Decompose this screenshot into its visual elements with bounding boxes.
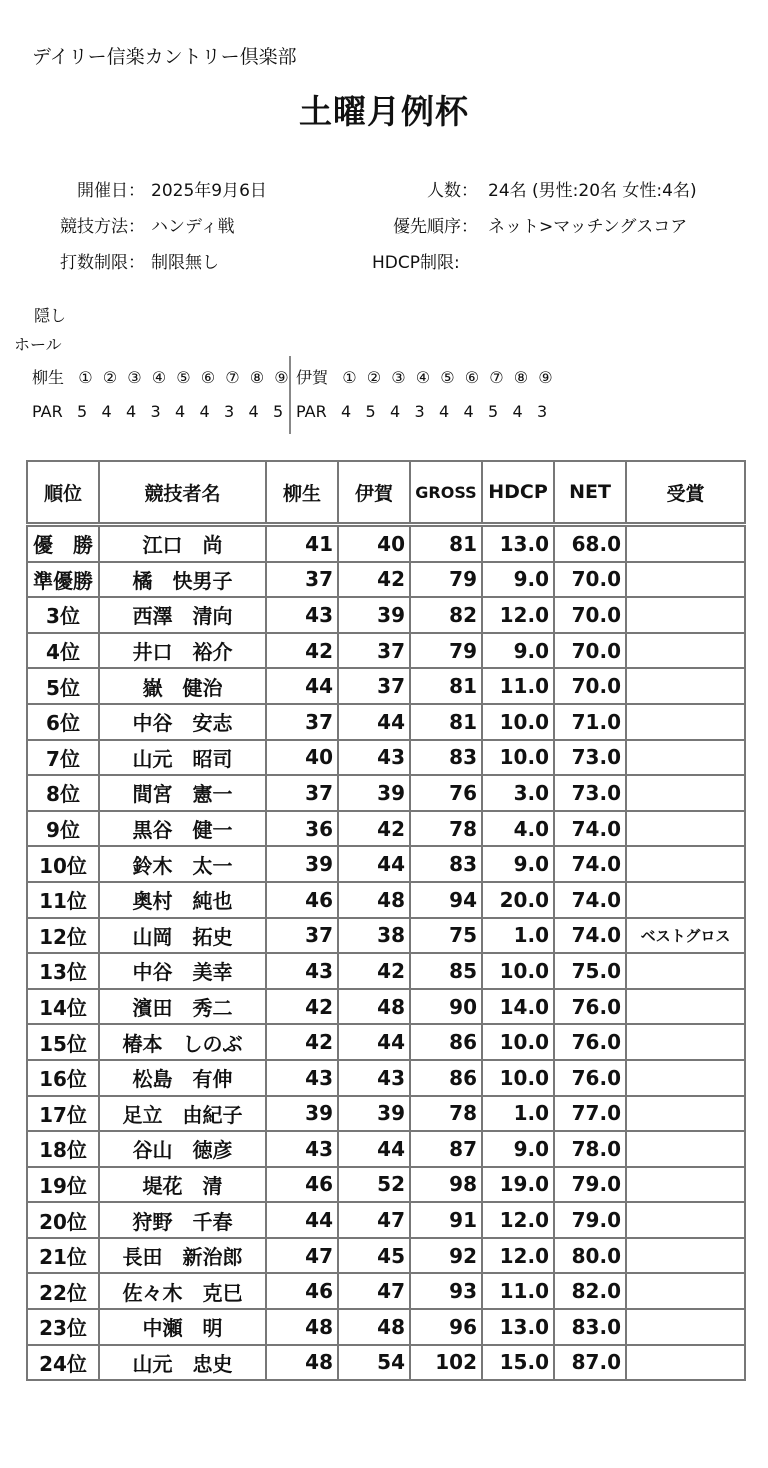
course2-cell: 44 — [338, 846, 410, 882]
net-cell: 82.0 — [554, 1273, 626, 1309]
rank-cell: 17位 — [27, 1096, 99, 1132]
rank-cell: 14位 — [27, 989, 99, 1025]
table-row — [27, 1273, 745, 1309]
course2-cell: 44 — [338, 1024, 410, 1060]
rank-cell: 24位 — [27, 1345, 99, 1381]
rank-cell: 4位 — [27, 633, 99, 669]
par-value: 4 — [438, 402, 450, 421]
table-row — [27, 811, 745, 847]
net-cell: 83.0 — [554, 1309, 626, 1345]
course1-cell: 43 — [266, 1060, 338, 1096]
par-value: 3 — [536, 402, 548, 421]
course1-cell: 43 — [266, 1131, 338, 1167]
player-cell: 黒谷 健一 — [99, 811, 266, 847]
table-row — [27, 597, 745, 633]
net-cell: 87.0 — [554, 1345, 626, 1381]
hdcp-cell: 12.0 — [482, 1238, 554, 1274]
gross-cell: 79 — [410, 633, 482, 669]
col-course2: 伊賀 — [338, 461, 410, 525]
course2-par — [296, 402, 554, 421]
par-value: 4 — [248, 402, 259, 421]
course1-cell: 41 — [266, 525, 338, 562]
hdcp-cell: 1.0 — [482, 1096, 554, 1132]
gross-cell: 94 — [410, 882, 482, 918]
course2-cell: 42 — [338, 811, 410, 847]
col-player: 競技者名 — [99, 461, 266, 525]
par-value: 4 — [463, 402, 474, 421]
course2-cell: 39 — [338, 1096, 410, 1132]
hdcp-cell: 9.0 — [482, 1131, 554, 1167]
par-value: 3 — [414, 402, 425, 421]
award-cell — [626, 1096, 745, 1132]
rank-cell: 12位 — [27, 918, 99, 954]
net-cell: 76.0 — [554, 1060, 626, 1096]
net-cell: 74.0 — [554, 846, 626, 882]
course2-cell: 48 — [338, 1309, 410, 1345]
rank-cell: 7位 — [27, 740, 99, 776]
course1-cell: 47 — [266, 1238, 338, 1274]
course2-cell: 48 — [338, 989, 410, 1025]
par-value: 5 — [487, 402, 499, 421]
rank-cell: 10位 — [27, 846, 99, 882]
par-value: 3 — [150, 402, 161, 421]
hole-mark: ③ — [391, 368, 406, 387]
course1-cell: 42 — [266, 633, 338, 669]
net-cell: 70.0 — [554, 633, 626, 669]
hole-mark: ⑦ — [225, 368, 240, 387]
par-value: 4 — [389, 402, 401, 421]
priority-value: ネット>マッチングスコア — [488, 217, 688, 237]
course1-cell: 37 — [266, 918, 338, 954]
col-net: NET — [554, 461, 626, 525]
club-name: デイリー信楽カントリー倶楽部 — [32, 46, 297, 68]
course1-cell: 46 — [266, 882, 338, 918]
gross-cell: 83 — [410, 846, 482, 882]
hole-mark: ⑧ — [249, 368, 265, 387]
award-cell — [626, 1060, 745, 1096]
course1-cell: 42 — [266, 1024, 338, 1060]
course1-cell: 43 — [266, 953, 338, 989]
net-cell: 68.0 — [554, 525, 626, 562]
hdcp-cell: 11.0 — [482, 1273, 554, 1309]
gross-cell: 79 — [410, 562, 482, 598]
table-row — [27, 1167, 745, 1203]
award-cell — [626, 1024, 745, 1060]
net-cell: 79.0 — [554, 1167, 626, 1203]
gross-cell: 90 — [410, 989, 482, 1025]
course2-holes — [296, 365, 558, 388]
col-gross: GROSS — [410, 461, 482, 525]
player-cell: 足立 由紀子 — [99, 1096, 266, 1132]
award-cell — [626, 989, 745, 1025]
hdcp-cell: 12.0 — [482, 597, 554, 633]
hdcp-cell: 10.0 — [482, 704, 554, 740]
net-cell: 74.0 — [554, 882, 626, 918]
net-cell: 75.0 — [554, 953, 626, 989]
par-value: 4 — [125, 402, 137, 421]
award-cell — [626, 882, 745, 918]
course2-cell: 39 — [338, 597, 410, 633]
course1-cell: 42 — [266, 989, 338, 1025]
hdcp-cell: 1.0 — [482, 918, 554, 954]
award-cell — [626, 953, 745, 989]
net-cell: 73.0 — [554, 740, 626, 776]
hole-mark: ⑦ — [489, 368, 504, 387]
rank-cell: 21位 — [27, 1238, 99, 1274]
course2-cell: 44 — [338, 704, 410, 740]
award-cell: ベストグロス — [626, 918, 745, 954]
gross-cell: 81 — [410, 668, 482, 704]
player-cell: 濱田 秀二 — [99, 989, 266, 1025]
table-row — [27, 1345, 745, 1381]
hole-mark: ⑤ — [440, 368, 455, 387]
par-value: 4 — [340, 402, 352, 421]
table-row — [27, 775, 745, 811]
hdcp-cell: 14.0 — [482, 989, 554, 1025]
course1-hole-list — [73, 368, 294, 387]
hole-mark: ⑧ — [513, 368, 529, 387]
rank-cell: 16位 — [27, 1060, 99, 1096]
course1-cell: 46 — [266, 1273, 338, 1309]
course2-cell: 43 — [338, 1060, 410, 1096]
gross-cell: 76 — [410, 775, 482, 811]
player-cell: 橘 快男子 — [99, 562, 266, 598]
gross-cell: 86 — [410, 1024, 482, 1060]
col-rank: 順位 — [27, 461, 99, 525]
player-cell: 鈴木 太一 — [99, 846, 266, 882]
limit-value: 制限無し — [151, 253, 219, 273]
course2-par-list — [334, 402, 555, 421]
player-cell: 谷山 徳彦 — [99, 1131, 266, 1167]
rank-cell: 6位 — [27, 704, 99, 740]
course1-cell: 46 — [266, 1167, 338, 1203]
course2-cell: 47 — [338, 1202, 410, 1238]
count-row — [370, 176, 697, 201]
col-hdcp: HDCP — [482, 461, 554, 525]
course2-cell: 39 — [338, 775, 410, 811]
gross-cell: 85 — [410, 953, 482, 989]
net-cell: 70.0 — [554, 597, 626, 633]
course2-cell: 52 — [338, 1167, 410, 1203]
player-cell: 狩野 千春 — [99, 1202, 266, 1238]
rank-cell: 20位 — [27, 1202, 99, 1238]
hole-mark: ④ — [151, 368, 167, 387]
table-row — [27, 740, 745, 776]
award-cell — [626, 1345, 745, 1381]
course1-cell: 37 — [266, 704, 338, 740]
limit-label: 打数制限： — [60, 253, 145, 273]
par-value: 4 — [174, 402, 186, 421]
hidden-label-1: 隠し — [34, 306, 67, 325]
award-cell — [626, 1202, 745, 1238]
table-row — [27, 1024, 745, 1060]
course2-cell: 38 — [338, 918, 410, 954]
gross-cell: 98 — [410, 1167, 482, 1203]
player-cell: 江口 尚 — [99, 525, 266, 562]
method-value: ハンディ戦 — [151, 217, 235, 237]
date-label: 開催日： — [77, 181, 145, 201]
hdcp-cell: 20.0 — [482, 882, 554, 918]
par-value: 4 — [101, 402, 112, 421]
hole-mark: ⑨ — [274, 368, 289, 387]
net-cell: 73.0 — [554, 775, 626, 811]
course1-cell: 39 — [266, 1096, 338, 1132]
player-cell: 西澤 清向 — [99, 597, 266, 633]
rank-cell: 8位 — [27, 775, 99, 811]
limit-row — [30, 248, 219, 273]
par-value: 5 — [365, 402, 376, 421]
net-cell: 74.0 — [554, 918, 626, 954]
table-header-row — [27, 461, 745, 525]
par-value: 5 — [76, 402, 88, 421]
award-cell — [626, 1309, 745, 1345]
course2-cell: 43 — [338, 740, 410, 776]
player-cell: 松島 有伸 — [99, 1060, 266, 1096]
hdcp-cell: 13.0 — [482, 525, 554, 562]
net-cell: 70.0 — [554, 562, 626, 598]
table-row — [27, 704, 745, 740]
hdcp-cell: 9.0 — [482, 562, 554, 598]
player-cell: 堤花 清 — [99, 1167, 266, 1203]
net-cell: 74.0 — [554, 811, 626, 847]
table-row — [27, 989, 745, 1025]
page-title: 土曜月例杯 — [299, 92, 469, 131]
table-row — [27, 525, 745, 562]
rank-cell: 優 勝 — [27, 525, 99, 562]
player-cell: 中谷 美幸 — [99, 953, 266, 989]
net-cell: 70.0 — [554, 668, 626, 704]
table-row — [27, 1096, 745, 1132]
par-value: 4 — [512, 402, 523, 421]
course2-cell: 42 — [338, 953, 410, 989]
rank-cell: 15位 — [27, 1024, 99, 1060]
rank-cell: 5位 — [27, 668, 99, 704]
player-cell: 間宮 憲一 — [99, 775, 266, 811]
gross-cell: 93 — [410, 1273, 482, 1309]
date-row — [30, 176, 267, 201]
hidden-label-2: ホール — [14, 335, 62, 354]
hdcp-cell: 15.0 — [482, 1345, 554, 1381]
course2-cell: 45 — [338, 1238, 410, 1274]
course1-cell: 37 — [266, 562, 338, 598]
player-cell: 佐々木 克巳 — [99, 1273, 266, 1309]
rank-cell: 19位 — [27, 1167, 99, 1203]
award-cell — [626, 1131, 745, 1167]
gross-cell: 78 — [410, 1096, 482, 1132]
award-cell — [626, 811, 745, 847]
col-course1: 柳生 — [266, 461, 338, 525]
hdcp-cell: 3.0 — [482, 775, 554, 811]
course2-cell: 40 — [338, 525, 410, 562]
net-cell: 78.0 — [554, 1131, 626, 1167]
award-cell — [626, 775, 745, 811]
hdcp-cell: 4.0 — [482, 811, 554, 847]
hole-mark: ① — [342, 368, 357, 387]
hdcp-cell: 13.0 — [482, 1309, 554, 1345]
gross-cell: 81 — [410, 704, 482, 740]
table-row — [27, 633, 745, 669]
award-cell — [626, 562, 745, 598]
course1-name: 柳生 — [32, 368, 65, 387]
gross-cell: 82 — [410, 597, 482, 633]
hdcp-cell: 10.0 — [482, 953, 554, 989]
gross-cell: 83 — [410, 740, 482, 776]
hdcp-cell: 10.0 — [482, 740, 554, 776]
hdcp-cell: 19.0 — [482, 1167, 554, 1203]
gross-cell: 78 — [410, 811, 482, 847]
course-divider — [289, 356, 291, 434]
hdcp-cell: 10.0 — [482, 1024, 554, 1060]
rank-cell: 11位 — [27, 882, 99, 918]
table-row — [27, 918, 745, 954]
gross-cell: 92 — [410, 1238, 482, 1274]
hdcp-cell: 10.0 — [482, 1060, 554, 1096]
course2-cell: 44 — [338, 1131, 410, 1167]
course1-holes — [32, 365, 294, 388]
player-cell: 中谷 安志 — [99, 704, 266, 740]
award-cell — [626, 597, 745, 633]
course2-cell: 37 — [338, 633, 410, 669]
count-value: 24名 (男性:20名 女性:4名) — [488, 181, 697, 201]
gross-cell: 81 — [410, 525, 482, 562]
rank-cell: 3位 — [27, 597, 99, 633]
net-cell: 79.0 — [554, 1202, 626, 1238]
hole-mark: ④ — [415, 368, 431, 387]
net-cell: 76.0 — [554, 1024, 626, 1060]
player-cell: 中瀬 明 — [99, 1309, 266, 1345]
player-cell: 山元 昭司 — [99, 740, 266, 776]
gross-cell: 96 — [410, 1309, 482, 1345]
rank-cell: 9位 — [27, 811, 99, 847]
net-cell: 80.0 — [554, 1238, 626, 1274]
hole-mark: ⑥ — [200, 368, 216, 387]
course2-cell: 47 — [338, 1273, 410, 1309]
rank-cell: 22位 — [27, 1273, 99, 1309]
gross-cell: 75 — [410, 918, 482, 954]
hdcp-cell: 12.0 — [482, 1202, 554, 1238]
award-cell — [626, 1238, 745, 1274]
course1-par-list — [70, 402, 291, 421]
table-row — [27, 882, 745, 918]
hole-mark: ⑤ — [176, 368, 191, 387]
award-cell — [626, 633, 745, 669]
rank-cell: 13位 — [27, 953, 99, 989]
table-row — [27, 846, 745, 882]
course1-cell: 37 — [266, 775, 338, 811]
course1-cell: 39 — [266, 846, 338, 882]
course2-hole-list — [337, 368, 558, 387]
method-row — [30, 212, 235, 237]
priority-label: 優先順序： — [393, 217, 478, 237]
method-label: 競技方法： — [60, 217, 145, 237]
table-row — [27, 668, 745, 704]
date-value: 2025年9月6日 — [151, 181, 267, 201]
player-cell: 嶽 健治 — [99, 668, 266, 704]
col-award: 受賞 — [626, 461, 745, 525]
hdcp-limit-label: HDCP制限: — [372, 253, 460, 273]
par-value: 5 — [272, 402, 284, 421]
player-cell: 井口 裕介 — [99, 633, 266, 669]
net-cell: 76.0 — [554, 989, 626, 1025]
hole-mark: ⑨ — [538, 368, 553, 387]
course2-cell: 48 — [338, 882, 410, 918]
award-cell — [626, 740, 745, 776]
net-cell: 77.0 — [554, 1096, 626, 1132]
award-cell — [626, 1273, 745, 1309]
award-cell — [626, 704, 745, 740]
hole-mark: ③ — [127, 368, 142, 387]
course1-cell: 44 — [266, 668, 338, 704]
award-cell — [626, 525, 745, 562]
hole-mark: ⑥ — [464, 368, 480, 387]
net-cell: 71.0 — [554, 704, 626, 740]
table-row — [27, 1309, 745, 1345]
rank-cell: 準優勝 — [27, 562, 99, 598]
par-label: PAR — [32, 402, 63, 421]
hole-mark: ② — [366, 368, 382, 387]
course2-name: 伊賀 — [296, 368, 329, 387]
course1-par — [32, 402, 290, 421]
table-row — [27, 1238, 745, 1274]
course1-cell: 48 — [266, 1309, 338, 1345]
par-label: PAR — [296, 402, 327, 421]
player-cell: 山元 忠史 — [99, 1345, 266, 1381]
award-cell — [626, 668, 745, 704]
gross-cell: 87 — [410, 1131, 482, 1167]
course2-cell: 37 — [338, 668, 410, 704]
hdcp-cell: 11.0 — [482, 668, 554, 704]
course2-cell: 42 — [338, 562, 410, 598]
player-cell: 山岡 拓史 — [99, 918, 266, 954]
course1-cell: 48 — [266, 1345, 338, 1381]
results-table — [26, 460, 746, 1381]
gross-cell: 102 — [410, 1345, 482, 1381]
course1-cell: 43 — [266, 597, 338, 633]
hole-mark: ② — [102, 368, 118, 387]
rank-cell: 23位 — [27, 1309, 99, 1345]
table-row — [27, 1131, 745, 1167]
table-row — [27, 562, 745, 598]
player-cell: 長田 新治郎 — [99, 1238, 266, 1274]
table-row — [27, 1060, 745, 1096]
rank-cell: 18位 — [27, 1131, 99, 1167]
award-cell — [626, 1167, 745, 1203]
course1-cell: 44 — [266, 1202, 338, 1238]
award-cell — [626, 846, 745, 882]
par-value: 4 — [199, 402, 210, 421]
course1-cell: 36 — [266, 811, 338, 847]
results-body — [27, 525, 745, 1381]
course2-cell: 54 — [338, 1345, 410, 1381]
hole-mark: ① — [78, 368, 93, 387]
player-cell: 椿本 しのぶ — [99, 1024, 266, 1060]
priority-row — [370, 212, 687, 237]
table-row — [27, 953, 745, 989]
par-value: 3 — [223, 402, 235, 421]
gross-cell: 91 — [410, 1202, 482, 1238]
course1-cell: 40 — [266, 740, 338, 776]
count-label: 人数： — [427, 181, 478, 201]
table-row — [27, 1202, 745, 1238]
gross-cell: 86 — [410, 1060, 482, 1096]
hdcp-cell: 9.0 — [482, 846, 554, 882]
hdcp-cell: 9.0 — [482, 633, 554, 669]
player-cell: 奥村 純也 — [99, 882, 266, 918]
